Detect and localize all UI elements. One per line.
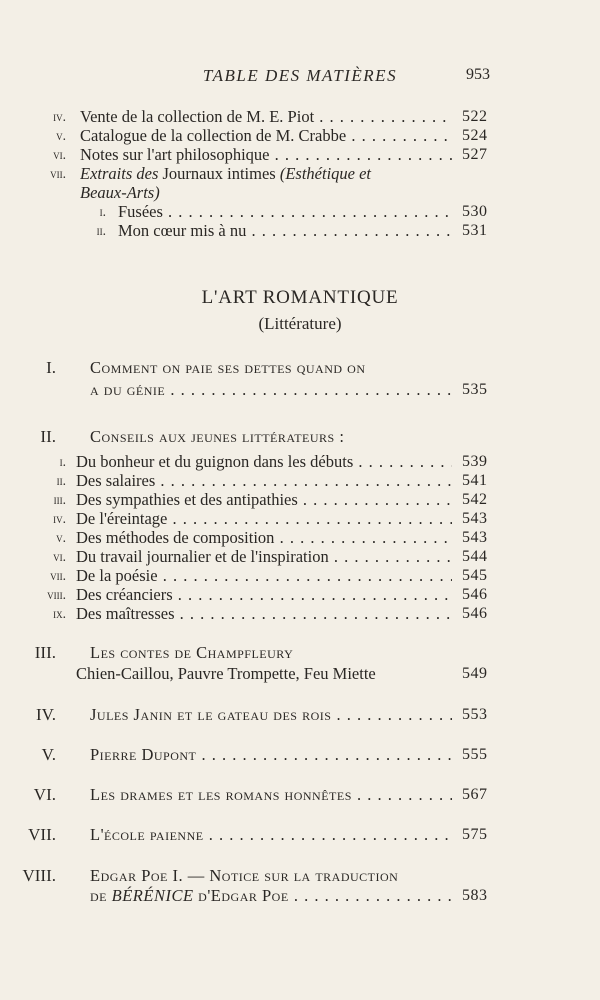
entry-page: 543 — [462, 510, 488, 527]
chapter-title: Comment on paie ses dettes quand on — [90, 358, 366, 377]
chapter-title-part: de — [90, 886, 112, 905]
running-header — [0, 66, 600, 90]
entry-number: vi. — [53, 549, 66, 564]
chapter-title-part: d'Edgar Poe — [193, 886, 289, 905]
entry-number: viii. — [47, 587, 66, 602]
entry-page: 527 — [462, 146, 488, 163]
entry-title: De l'éreintage . . . — [76, 509, 452, 528]
running-header-page-number: 953 — [466, 66, 490, 83]
chapter-number: II. — [40, 427, 56, 446]
entry-title: Des sympathies et des antipathies . . . — [76, 490, 452, 509]
section-title: L'ART ROMANTIQUE — [201, 287, 399, 308]
running-header-title: TABLE DES MATIÈRES — [202, 66, 398, 85]
chapter-title-continuation — [90, 886, 452, 905]
chapter-number: IV. — [36, 705, 56, 724]
entry-title: De la poésie . . . — [76, 566, 452, 585]
chapter-title-italic: BÉRÉNICE — [111, 886, 194, 905]
entry-title — [80, 164, 500, 183]
entry-number: i. — [99, 204, 106, 219]
entry-title-continuation: Beaux-Arts) — [80, 183, 160, 202]
chapter-page: 575 — [462, 826, 488, 843]
entry-number: iii. — [53, 492, 66, 507]
entry-page: 546 — [462, 586, 488, 603]
chapter-title-continuation: a du génie . . . — [90, 380, 452, 399]
chapter-page: 553 — [462, 706, 488, 723]
chapter-title: Les drames et les romans honnêtes . . . — [90, 785, 452, 804]
chapter-subtitle: Chien-Caillou, Pauvre Trompette, Feu Miette — [76, 664, 376, 683]
entry-title: Notes sur l'art philosophique . . . — [80, 145, 452, 164]
entry-page: 544 — [462, 548, 488, 565]
entry-title: Du bonheur et du guignon dans les débuts . . . — [76, 452, 452, 471]
entry-page: 546 — [462, 605, 488, 622]
entry-title: Vente de la collection de M. E. Piot . . . — [80, 107, 452, 126]
chapter-title: Pierre Dupont . . . — [90, 745, 452, 764]
entry-title: Des salaires . . . — [76, 471, 452, 490]
chapter-number: I. — [46, 358, 56, 377]
entry-title: Des créanciers . . . — [76, 585, 452, 604]
entry-page: 545 — [462, 567, 488, 584]
entry-title: Des maîtresses . . . — [76, 604, 452, 623]
entry-number: ix. — [53, 606, 66, 621]
entry-page: 541 — [462, 472, 488, 489]
chapter-title: Jules Janin et le gateau des rois . . . — [90, 705, 452, 724]
entry-title: Du travail journalier et de l'inspiration . . . — [76, 547, 452, 566]
chapter-page: 555 — [462, 746, 488, 763]
entry-page: 539 — [462, 453, 488, 470]
chapter-title: L'école paienne . . . — [90, 825, 452, 844]
chapter-title: Conseils aux jeunes littérateurs : — [90, 427, 345, 446]
chapter-number: VII. — [28, 825, 56, 844]
chapter-page: 535 — [462, 381, 488, 398]
entry-title-italic: Extraits des — [80, 164, 159, 183]
entry-number: v. — [56, 530, 66, 545]
chapter-page: 549 — [462, 665, 488, 682]
entry-page: 522 — [462, 108, 488, 125]
entry-number: vii. — [50, 166, 66, 181]
chapter-page: 583 — [462, 887, 488, 904]
chapter-title: Les contes de Champfleury — [90, 643, 294, 662]
section-subtitle: (Littérature) — [258, 314, 342, 333]
entry-number: vi. — [53, 147, 66, 162]
chapter-number: V. — [41, 745, 56, 764]
chapter-title: Edgar Poe I. — Notice sur la traduction — [90, 866, 399, 885]
entry-number: iv. — [53, 109, 66, 124]
entry-page: 543 — [462, 529, 488, 546]
entry-page: 530 — [462, 203, 488, 220]
entry-title: Catalogue de la collection de M. Crabbe . . . — [80, 126, 452, 145]
entry-page: 531 — [462, 222, 488, 239]
chapter-number: III. — [34, 643, 56, 662]
entry-number: ii. — [96, 223, 106, 238]
chapter-page: 567 — [462, 786, 488, 803]
entry-page: 542 — [462, 491, 488, 508]
entry-number: vii. — [50, 568, 66, 583]
entry-number: v. — [56, 128, 66, 143]
entry-title: Des méthodes de composition . . . — [76, 528, 452, 547]
entry-title-italic: (Esthétique et — [279, 164, 372, 183]
entry-number: i. — [59, 454, 66, 469]
entry-number: ii. — [56, 473, 66, 488]
entry-number: iv. — [53, 511, 66, 526]
entry-title: Mon cœur mis à nu . . . — [118, 221, 452, 240]
chapter-number: VIII. — [22, 866, 56, 885]
entry-title: Fusées . . . — [118, 202, 452, 221]
chapter-number: VI. — [33, 785, 56, 804]
entry-page: 524 — [462, 127, 488, 144]
entry-title-roman: Journaux intimes — [158, 164, 280, 183]
